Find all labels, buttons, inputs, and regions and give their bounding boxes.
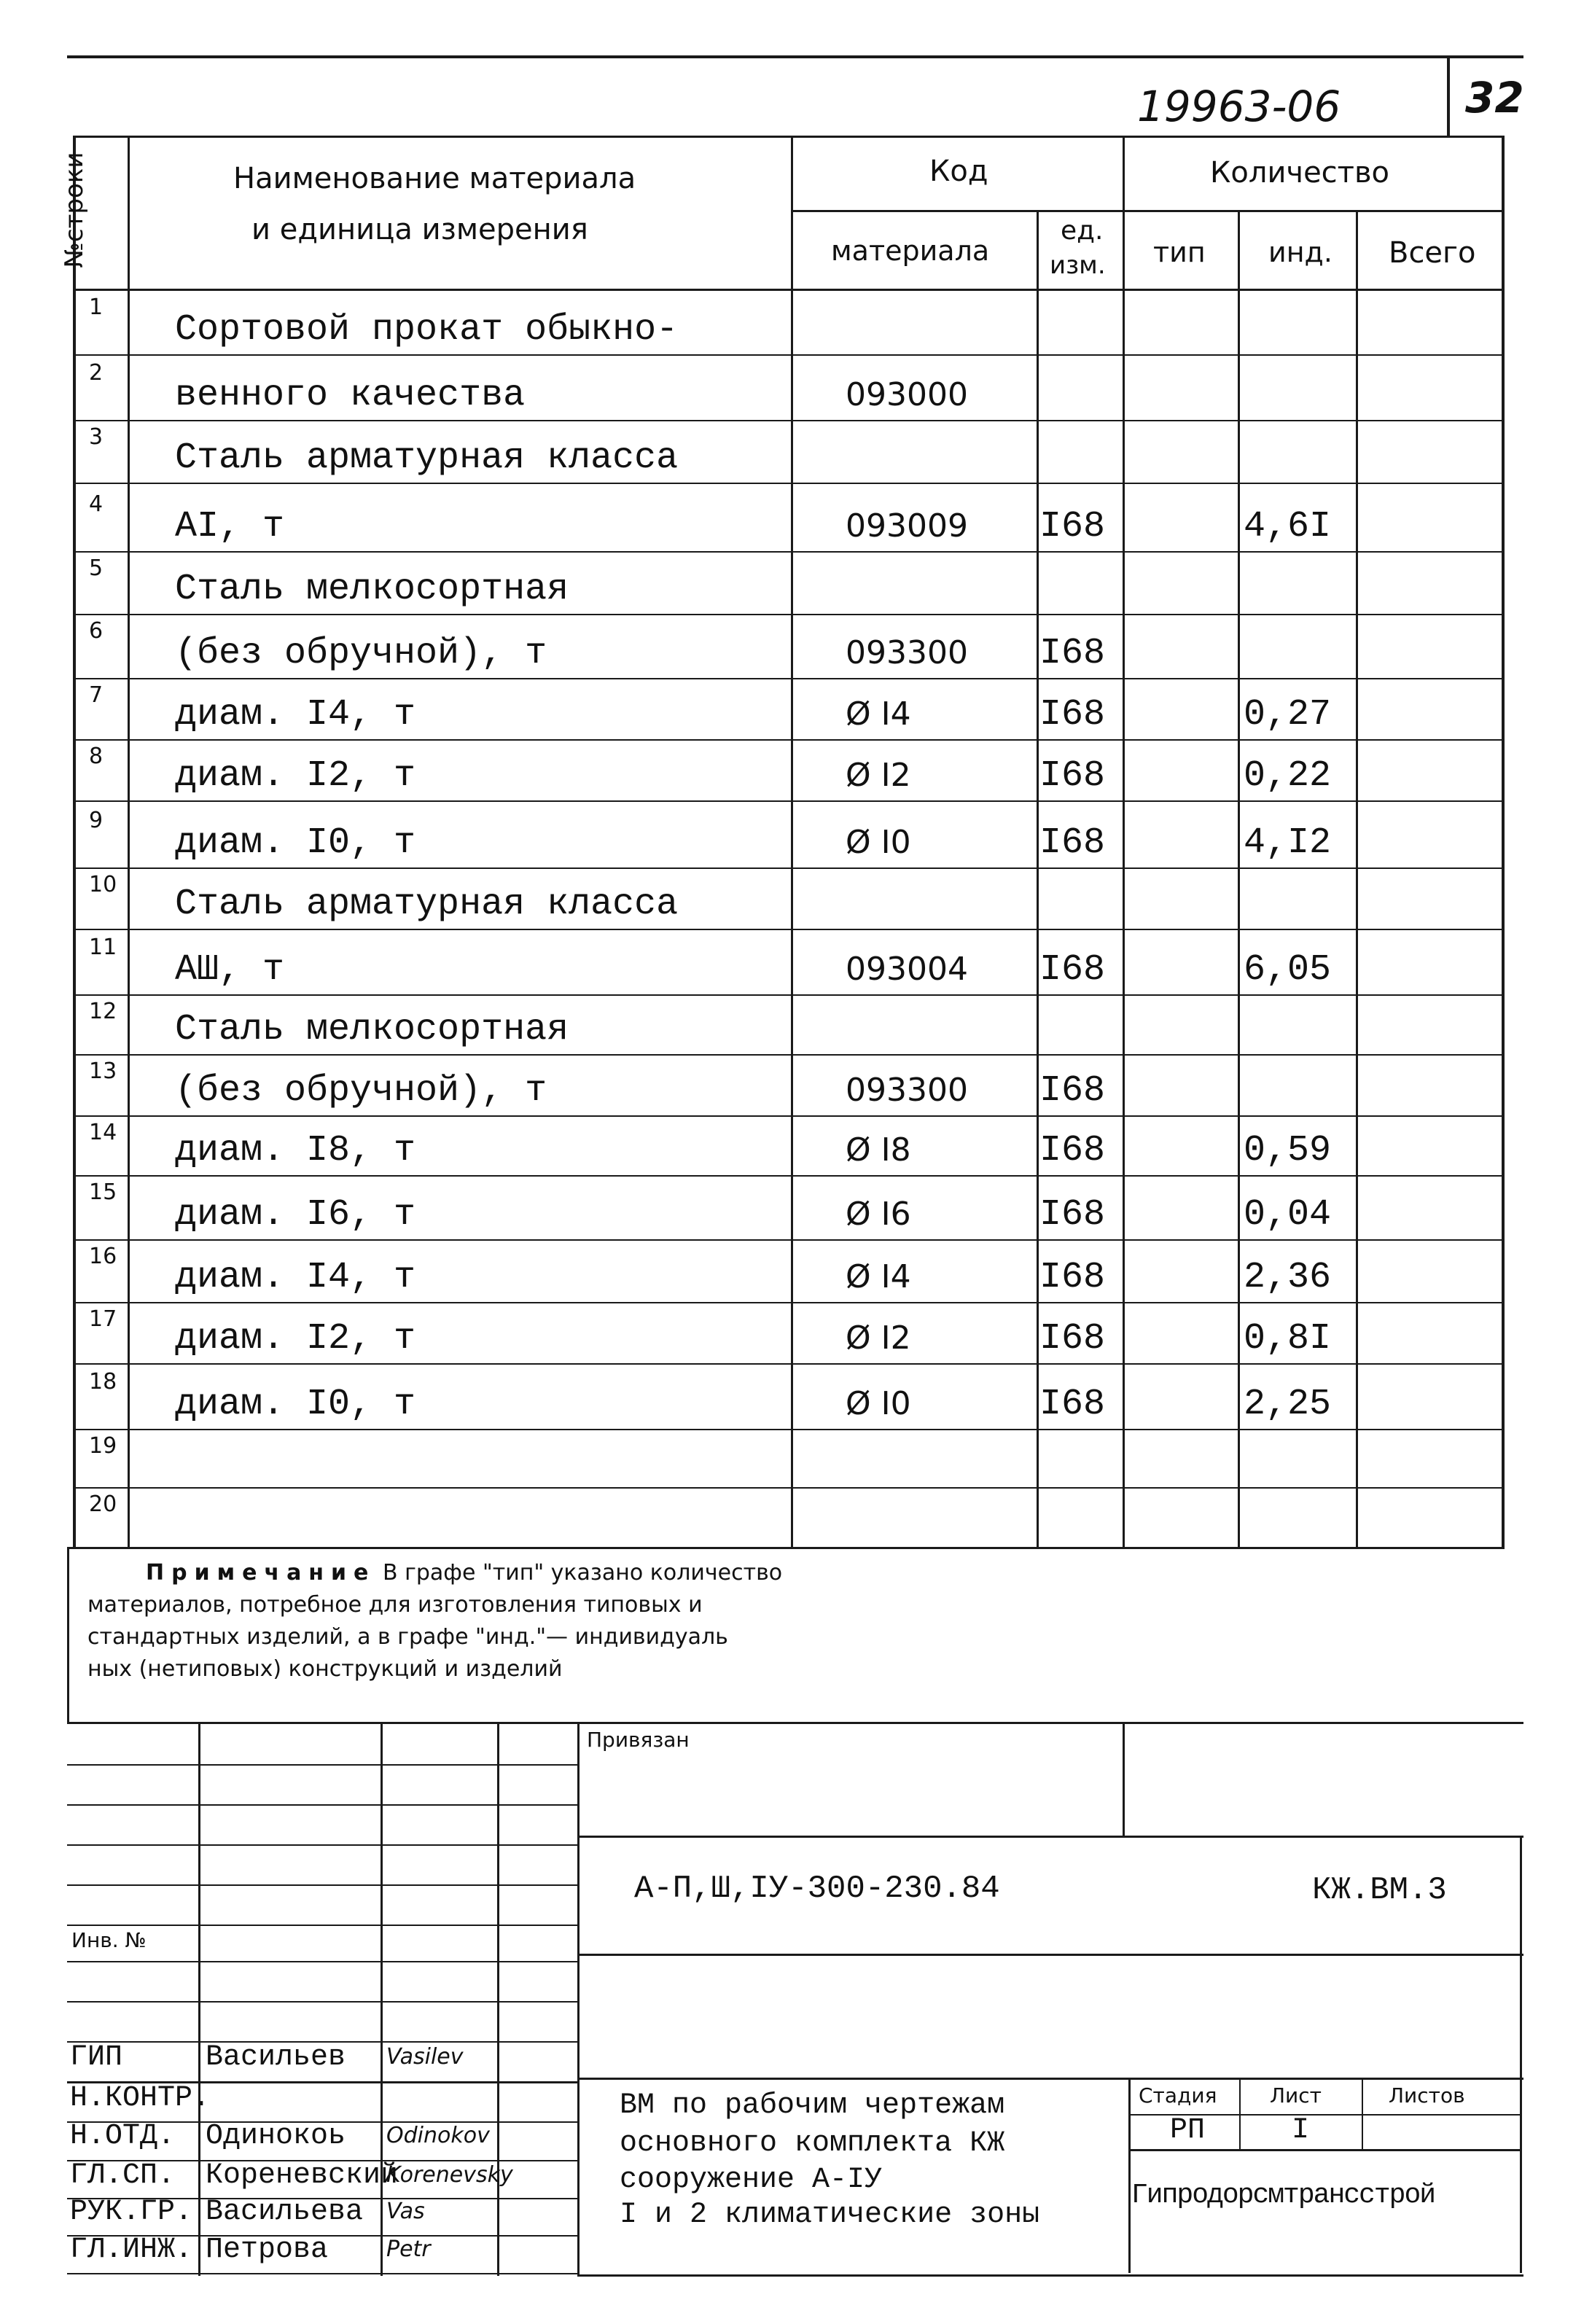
unit-code: I68 bbox=[1039, 949, 1106, 991]
row-number: 16 bbox=[89, 1244, 117, 1269]
ind-quantity: 2,36 bbox=[1244, 1257, 1332, 1298]
material-code: Ø I2 bbox=[846, 757, 911, 794]
material-name: диам. I2, т bbox=[175, 755, 416, 797]
material-code: Ø I8 bbox=[846, 1131, 911, 1169]
code-header: Код bbox=[929, 155, 988, 188]
row-number: 9 bbox=[89, 808, 104, 833]
material-code: Ø I4 bbox=[846, 695, 911, 733]
sheet-value: I bbox=[1292, 2114, 1310, 2147]
table-row bbox=[73, 354, 1505, 420]
ind-quantity: 0,22 bbox=[1244, 755, 1332, 797]
row-number: 2 bbox=[89, 360, 104, 386]
row-number: 1 bbox=[89, 295, 104, 320]
stamp-name: Петрова bbox=[206, 2234, 329, 2266]
stamp-name: Кореневский bbox=[206, 2159, 399, 2192]
material-name: Сталь мелкосортная bbox=[175, 569, 569, 610]
table-row bbox=[73, 551, 1505, 614]
row-number: 11 bbox=[89, 935, 117, 960]
material-name: (без обручной), т bbox=[175, 1070, 547, 1112]
table-row bbox=[73, 994, 1505, 1054]
stage-value: РП bbox=[1170, 2114, 1206, 2147]
material-code: Ø I6 bbox=[846, 1196, 911, 1233]
material-name: Сортовой прокат обыкно- bbox=[175, 309, 679, 351]
row-number: 14 bbox=[89, 1120, 117, 1145]
unit-code: I68 bbox=[1039, 1194, 1106, 1236]
row-number: 8 bbox=[89, 744, 104, 769]
row-number: 19 bbox=[89, 1433, 117, 1459]
table-row bbox=[73, 678, 1505, 739]
unit-header-line2: изм. bbox=[1050, 251, 1106, 280]
note-line-2: материалов, потребное для изготовления типовых и bbox=[87, 1592, 703, 1618]
table-row bbox=[73, 1115, 1505, 1175]
doc-title-line-4: I и 2 климатические зоны bbox=[620, 2199, 1040, 2231]
inventory-number-label: Инв. № bbox=[71, 1928, 147, 1952]
stamp-role: Н.КОНТР. bbox=[70, 2082, 211, 2115]
unit-header-line1: ед. bbox=[1061, 216, 1104, 246]
sheets-label: Листов bbox=[1389, 2083, 1465, 2107]
row-number: 18 bbox=[89, 1369, 117, 1395]
material-name: диам. I4, т bbox=[175, 694, 416, 736]
unit-code: I68 bbox=[1039, 1257, 1106, 1298]
material-name: диам. I2, т bbox=[175, 1318, 416, 1360]
material-name: (без обручной), т bbox=[175, 633, 547, 674]
unit-code: I68 bbox=[1039, 633, 1106, 674]
material-code: Ø I0 bbox=[846, 1385, 911, 1422]
name-header-line1: Наименование материала bbox=[233, 162, 636, 195]
stamp-name: Васильева bbox=[206, 2196, 364, 2229]
material-code: Ø I0 bbox=[846, 824, 911, 861]
material-name: Сталь арматурная класса bbox=[175, 437, 679, 479]
table-row bbox=[73, 1429, 1505, 1487]
material-code: Ø I4 bbox=[846, 1258, 911, 1295]
sheet-corner-number: 32 bbox=[1465, 73, 1524, 122]
note-line-4: ных (нетиповых) конструкций и изделий bbox=[87, 1656, 563, 1682]
note-line-3: стандартных изделий, а в графе "инд."— индивидуаль bbox=[87, 1624, 728, 1650]
material-code: Ø I2 bbox=[846, 1319, 911, 1357]
row-number: 7 bbox=[89, 682, 104, 708]
table-row bbox=[73, 614, 1505, 678]
ind-quantity: 6,05 bbox=[1244, 949, 1332, 991]
project-code: А-П,Ш,IУ-300-230.84 bbox=[634, 1871, 1000, 1907]
row-number-header: №строки bbox=[60, 152, 89, 268]
doc-title-line-1: ВМ по рабочим чертежам bbox=[620, 2089, 1005, 2122]
table-row bbox=[73, 800, 1505, 867]
material-name: диам. I0, т bbox=[175, 822, 416, 864]
material-code: 093000 bbox=[846, 376, 968, 413]
table-row bbox=[73, 1239, 1505, 1302]
material-name: диам. I0, т bbox=[175, 1384, 416, 1425]
stamp-signature: Vasilev bbox=[386, 2044, 464, 2070]
material-header: материала bbox=[831, 235, 990, 267]
stamp-role: ГЛ.ИНЖ. bbox=[70, 2234, 193, 2266]
row-number: 15 bbox=[89, 1179, 117, 1205]
table-row bbox=[73, 929, 1505, 994]
stamp-role: РУК.ГР. bbox=[70, 2196, 193, 2229]
stamp-signature: Korenevsky bbox=[386, 2162, 513, 2188]
unit-code: I68 bbox=[1039, 694, 1106, 736]
stamp-signature: Petr bbox=[386, 2237, 431, 2262]
table-row bbox=[73, 1487, 1505, 1547]
table-row bbox=[73, 867, 1505, 929]
ind-quantity: 0,04 bbox=[1244, 1194, 1332, 1236]
material-name: венного качества bbox=[175, 375, 526, 416]
material-name: диам. I4, т bbox=[175, 1257, 416, 1298]
material-name: диам. I8, т bbox=[175, 1130, 416, 1171]
attached-label: Привязан bbox=[587, 1728, 690, 1752]
ind-quantity: 0,27 bbox=[1244, 694, 1332, 736]
ind-quantity: 0,8I bbox=[1244, 1318, 1332, 1360]
table-row bbox=[73, 483, 1505, 551]
row-number: 6 bbox=[89, 618, 104, 644]
table-row bbox=[73, 739, 1505, 800]
ind-quantity: 4,6I bbox=[1244, 506, 1332, 547]
stamp-signature: Vas bbox=[386, 2199, 425, 2224]
name-header-line2: и единица измерения bbox=[251, 213, 588, 246]
table-row bbox=[73, 289, 1505, 354]
ind-quantity: 2,25 bbox=[1244, 1384, 1332, 1425]
table-row bbox=[73, 1175, 1505, 1239]
type-header: тип bbox=[1153, 236, 1206, 268]
row-number: 20 bbox=[89, 1492, 117, 1517]
unit-code: I68 bbox=[1039, 1070, 1106, 1112]
unit-code: I68 bbox=[1039, 1130, 1106, 1171]
material-name: АШ, т bbox=[175, 949, 285, 991]
ind-quantity: 0,59 bbox=[1244, 1130, 1332, 1171]
doc-title-line-3: сооружение А-IУ bbox=[620, 2164, 883, 2196]
stamp-role: ГИП bbox=[70, 2041, 123, 2074]
row-number: 12 bbox=[89, 999, 117, 1024]
table-row bbox=[73, 1302, 1505, 1363]
note-title: Примечание bbox=[146, 1560, 376, 1586]
material-code: 093300 bbox=[846, 634, 968, 671]
ind-quantity: 4,I2 bbox=[1244, 822, 1332, 864]
material-code: 093300 bbox=[846, 1072, 968, 1109]
row-number: 10 bbox=[89, 872, 117, 897]
stamp-name: Одинокоь bbox=[206, 2120, 346, 2153]
material-name: Сталь мелкосортная bbox=[175, 1009, 569, 1050]
table-row bbox=[73, 1363, 1505, 1429]
material-name: диам. I6, т bbox=[175, 1194, 416, 1236]
material-name: АI, т bbox=[175, 506, 285, 547]
stamp-signature: Odinokov bbox=[386, 2123, 490, 2148]
stamp-role: Н.ОТД. bbox=[70, 2120, 176, 2153]
total-header: Всего bbox=[1389, 236, 1476, 270]
ind-header: инд. bbox=[1268, 236, 1332, 268]
unit-code: I68 bbox=[1039, 1318, 1106, 1360]
quantity-header: Количество bbox=[1210, 156, 1390, 190]
sheet-label: Лист bbox=[1270, 2083, 1322, 2107]
organization-name: Гипродорсмтрансстрой bbox=[1131, 2180, 1435, 2211]
sheet-mark: КЖ.ВМ.3 bbox=[1312, 1872, 1447, 1908]
table-row bbox=[73, 1054, 1505, 1115]
material-name: Сталь арматурная класса bbox=[175, 884, 679, 925]
stage-label: Стадия bbox=[1139, 2083, 1217, 2107]
material-code: 093004 bbox=[846, 951, 968, 988]
unit-code: I68 bbox=[1039, 506, 1106, 547]
note-line-1: В графе "тип" указано количество bbox=[383, 1560, 783, 1586]
unit-code: I68 bbox=[1039, 822, 1106, 864]
document-number: 19963-06 bbox=[1137, 82, 1341, 131]
row-number: 4 bbox=[89, 491, 104, 517]
unit-code: I68 bbox=[1039, 1384, 1106, 1425]
unit-code: I68 bbox=[1039, 755, 1106, 797]
material-code: 093009 bbox=[846, 507, 968, 545]
row-number: 17 bbox=[89, 1306, 117, 1332]
row-number: 5 bbox=[89, 555, 104, 581]
row-number: 3 bbox=[89, 424, 104, 450]
row-number: 13 bbox=[89, 1058, 117, 1084]
stamp-role: ГЛ.СП. bbox=[70, 2159, 176, 2192]
stamp-name: Васильев bbox=[206, 2041, 346, 2074]
doc-title-line-2: основного комплекта КЖ bbox=[620, 2127, 1005, 2160]
table-row bbox=[73, 420, 1505, 483]
